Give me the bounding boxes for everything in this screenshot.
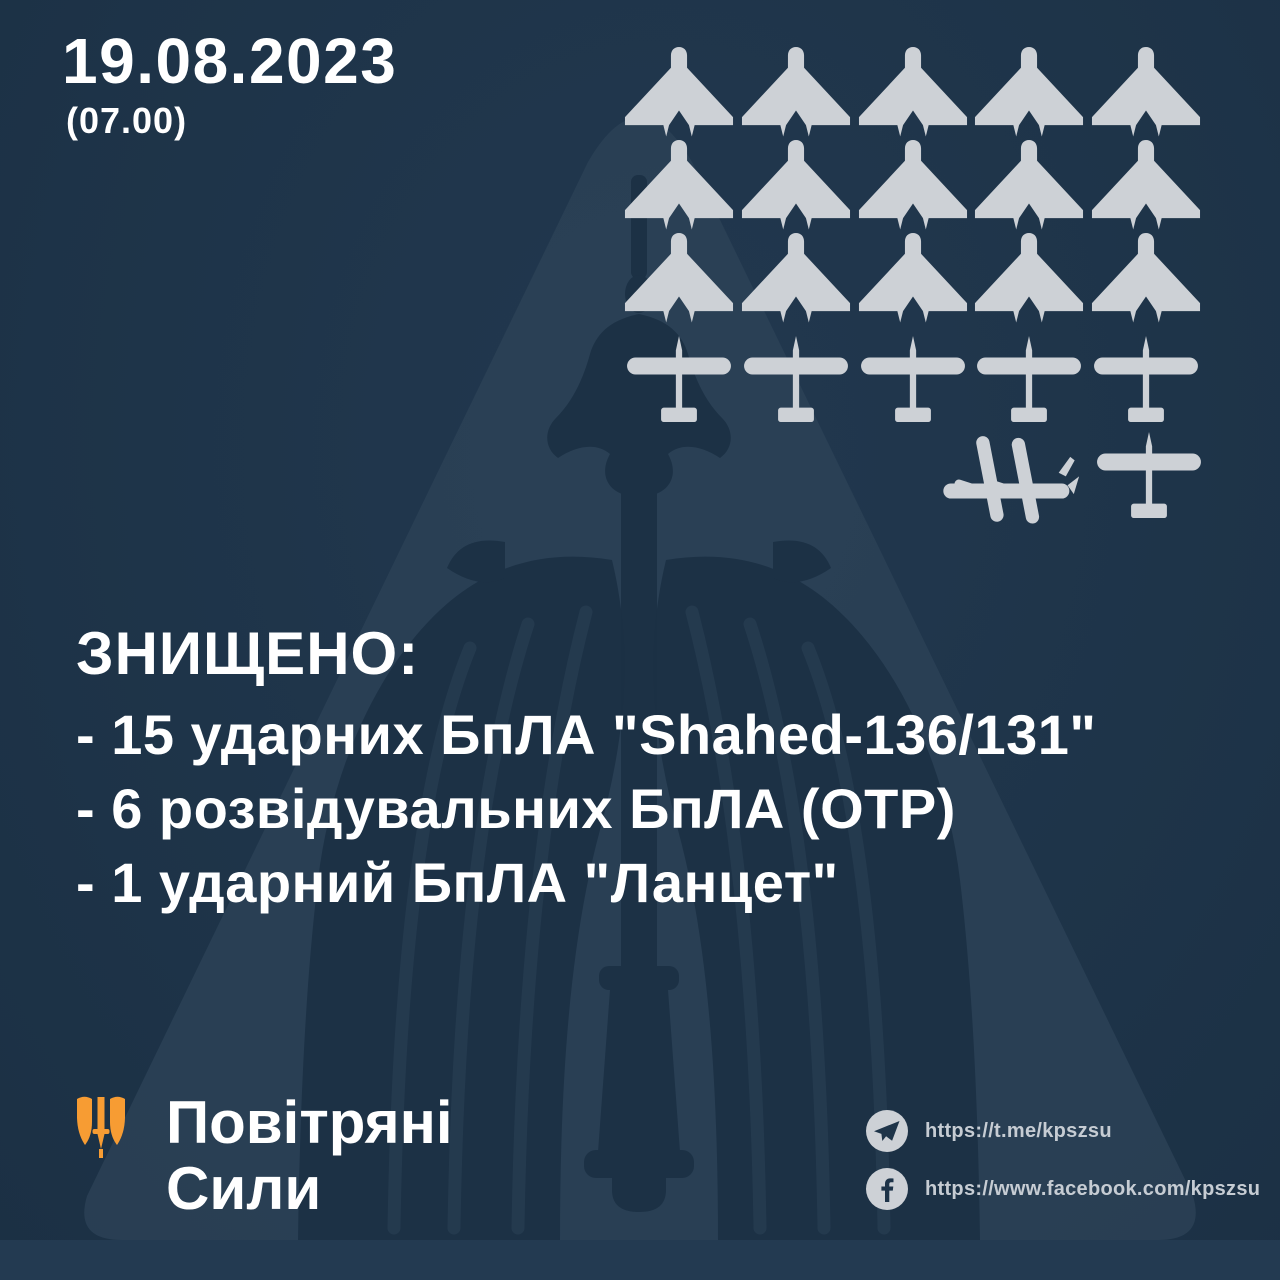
shahed-drone-icon	[625, 140, 733, 230]
shahed-drone-icon	[625, 47, 733, 137]
report-time: (07.00)	[66, 100, 188, 141]
branding-line1: Повітряні	[166, 1089, 453, 1156]
shahed-drone-icon	[859, 233, 967, 323]
recon-drone-icon	[977, 336, 1081, 422]
lancet-drone-icon	[943, 435, 1079, 525]
trident-icon	[74, 1092, 128, 1160]
recon-drone-icon	[1097, 432, 1201, 518]
recon-drone-icon	[1094, 336, 1198, 422]
shahed-drone-icon	[1092, 140, 1200, 230]
shahed-drone-icon	[975, 140, 1083, 230]
telegram-url[interactable]: https://t.me/kpszsu	[925, 1119, 1112, 1142]
destroyed-item-lancet: - 1 ударний БпЛА "Ланцет"	[76, 851, 839, 914]
shahed-drone-icon	[859, 47, 967, 137]
branding-text	[166, 1090, 453, 1222]
shahed-drone-icon	[742, 140, 850, 230]
shahed-drone-icon	[975, 47, 1083, 137]
social-links	[866, 1110, 1260, 1210]
shahed-drone-icon	[1092, 47, 1200, 137]
facebook-url[interactable]: https://www.facebook.com/kpszsu	[925, 1177, 1261, 1200]
shahed-drone-icon	[1092, 233, 1200, 323]
telegram-icon[interactable]	[866, 1110, 908, 1152]
recon-drone-icon	[744, 336, 848, 422]
destroyed-item-shahed: - 15 ударних БпЛА "Shahed-136/131"	[76, 703, 1097, 766]
telegram-link[interactable]	[866, 1110, 1260, 1152]
branding-line2: Сили	[166, 1155, 322, 1222]
shahed-drone-icon	[859, 140, 967, 230]
facebook-icon[interactable]	[866, 1168, 908, 1210]
destroyed-heading: ЗНИЩЕНО:	[76, 620, 420, 687]
report-date: 19.08.2023	[62, 25, 398, 97]
destroyed-item-recon: - 6 розвідувальних БпЛА (ОТР)	[76, 777, 956, 840]
shahed-drone-icon	[742, 233, 850, 323]
shahed-drone-icon	[742, 47, 850, 137]
facebook-link[interactable]	[866, 1168, 1260, 1210]
shahed-drone-icon	[625, 233, 733, 323]
recon-drone-icon	[861, 336, 965, 422]
recon-drone-icon	[627, 336, 731, 422]
shahed-drone-icon	[975, 233, 1083, 323]
destroyed-summary	[76, 619, 1096, 920]
